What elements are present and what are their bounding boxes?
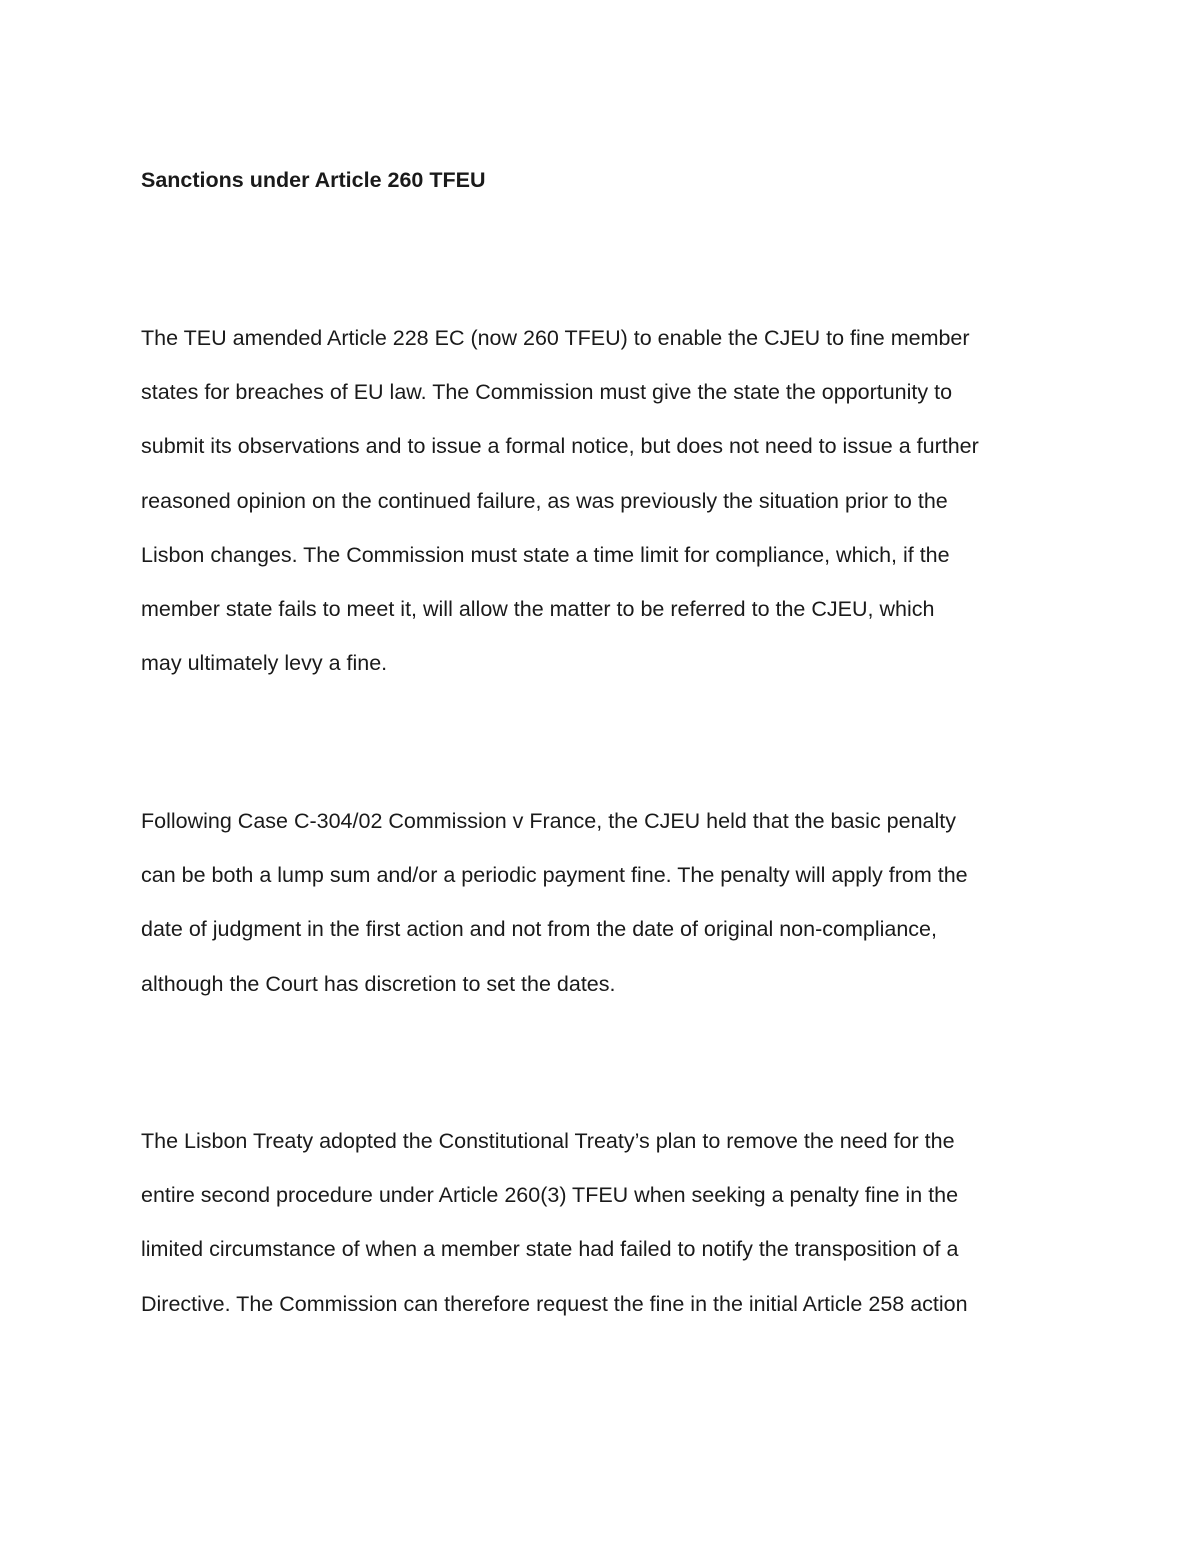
- text-line: may ultimately levy a fine.: [141, 651, 388, 676]
- text-line: although the Court has discretion to set the dates.: [141, 971, 616, 996]
- text-line: reasoned opinion on the continued failure, as was previously the situation prior to the: [141, 488, 948, 513]
- text-line: can be both a lump sum and/or a periodic payment fine. The penalty will apply from the: [141, 863, 968, 888]
- text-line: limited circumstance of when a member state had failed to notify the transposition of a: [141, 1237, 959, 1262]
- paragraph-lisbon-treaty: [141, 1114, 968, 1331]
- text-line: Following Case C-304/02 Commission v France, the CJEU held that the basic penalty: [141, 809, 956, 833]
- document-title: Sanctions under Article 260 TFEU: [141, 168, 486, 192]
- text-line: Lisbon changes. The Commission must state a time limit for compliance, which, if the: [141, 542, 950, 567]
- text-line: The TEU amended Article 228 EC (now 260 TFEU) to enable the CJEU to fine member: [141, 326, 970, 350]
- paragraph-article-228-amendment: [141, 311, 979, 690]
- text-line: date of judgment in the first action and not from the date of original non-compliance,: [141, 917, 937, 942]
- text-line: Directive. The Commission can therefore request the fine in the initial Article 258 action: [141, 1291, 968, 1316]
- text-line: submit its observations and to issue a formal notice, but does not need to issue a further: [141, 434, 979, 459]
- paragraph-commission-v-france: [141, 794, 968, 1011]
- text-line: states for breaches of EU law. The Commission must give the state the opportunity to: [141, 380, 953, 405]
- text-line: member state fails to meet it, will allow the matter to be referred to the CJEU, which: [141, 597, 935, 622]
- text-line: The Lisbon Treaty adopted the Constitutional Treaty’s plan to remove the need for the: [141, 1129, 955, 1153]
- text-line: entire second procedure under Article 260(3) TFEU when seeking a penalty fine in the: [141, 1183, 959, 1208]
